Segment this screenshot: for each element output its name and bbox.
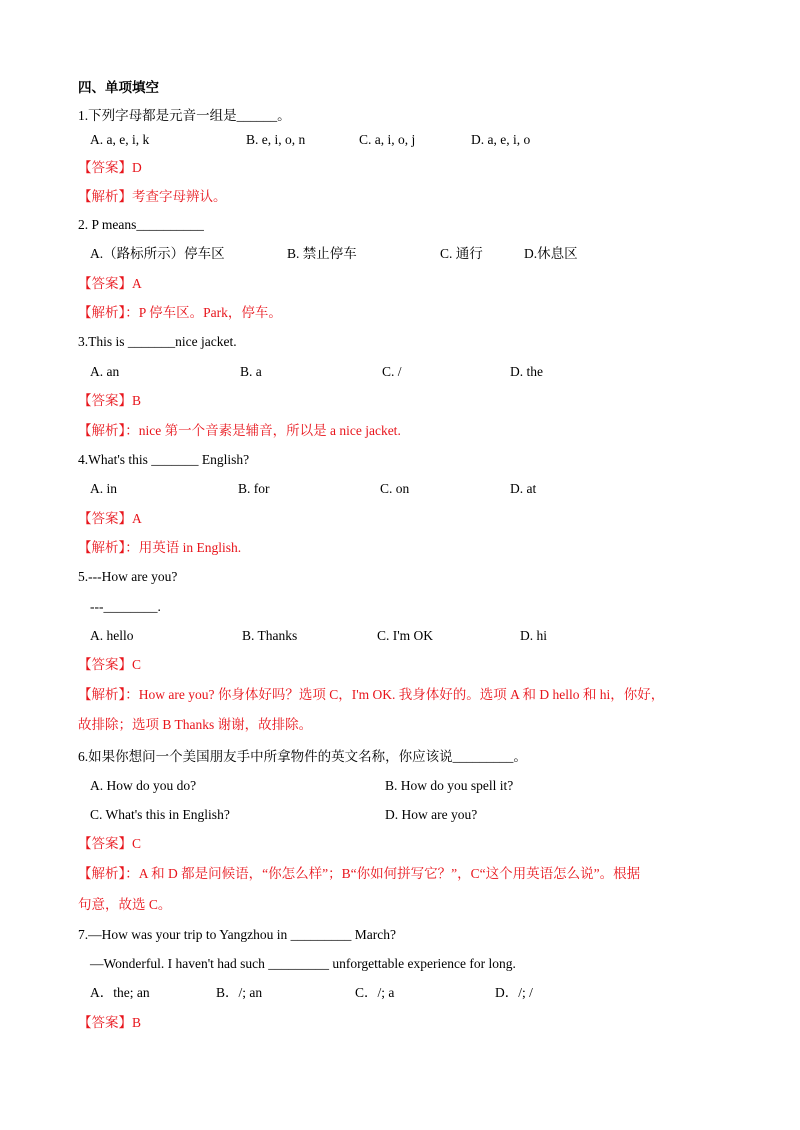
- option-a: A. a, e, i, k: [90, 132, 150, 147]
- option-d: D. a, e, i, o: [471, 132, 531, 147]
- analysis: 【解析】考查字母辨认。: [78, 189, 227, 204]
- option-a: A．the; an: [90, 985, 150, 1000]
- question-stem: 2. P means__________: [78, 217, 204, 232]
- option-c: C. 通行: [440, 246, 483, 261]
- option-c: C. I'm OK: [377, 628, 434, 643]
- option-b: B. How do you spell it?: [385, 778, 514, 793]
- analysis-line2: 故排除；选项 B Thanks 谢谢，故排除。: [78, 717, 313, 732]
- answer: 【答案】C: [78, 657, 142, 672]
- option-d: D．/; /: [495, 985, 533, 1000]
- option-c: C. What's this in English?: [90, 807, 230, 822]
- section-title: 四、单项填空: [78, 80, 159, 95]
- option-a: A.（路标所示）停车区: [90, 246, 225, 261]
- option-d: D. at: [510, 481, 537, 496]
- answer: 【答案】C: [78, 836, 142, 851]
- question-stem: 1.下列字母都是元音一组是______。: [78, 108, 291, 123]
- analysis: 【解析】：nice 第一个音素是辅音，所以是 a nice jacket.: [78, 423, 401, 438]
- analysis: 【解析】：How are you? 你身体好吗？选项 C，I'm OK. 我身体好的。选项 A 和 D hello 和 hi，你好，: [78, 687, 665, 702]
- option-b: B．/; an: [216, 985, 263, 1000]
- option-c: C. a, i, o, j: [359, 132, 416, 147]
- answer: 【答案】A: [78, 276, 142, 291]
- option-c: C. /: [382, 364, 402, 379]
- option-b: B. 禁止停车: [287, 246, 357, 261]
- option-b: B. Thanks: [242, 628, 298, 643]
- option-b: B. a: [240, 364, 262, 379]
- question-stem: 6.如果你想问一个美国朋友手中所拿物件的英文名称，你应该说_________。: [78, 749, 527, 764]
- option-b: B. e, i, o, n: [246, 132, 306, 147]
- analysis: 【解析】：A 和 D 都是问候语，“你怎么样”；B“你如何拼写它？”，C“这个用英语怎么说”。根据: [78, 866, 641, 881]
- option-a: A. in: [90, 481, 117, 496]
- option-d: D. How are you?: [385, 807, 478, 822]
- option-c: C. on: [380, 481, 410, 496]
- option-d: D. hi: [520, 628, 547, 643]
- option-a: A. hello: [90, 628, 134, 643]
- answer: 【答案】B: [78, 1015, 142, 1030]
- option-c: C．/; a: [355, 985, 395, 1000]
- option-d: D. the: [510, 364, 543, 379]
- question-stem: 3.This is _______nice jacket.: [78, 334, 237, 349]
- option-b: B. for: [238, 481, 270, 496]
- question-stem: 5.---How are you?: [78, 569, 178, 584]
- analysis: 【解析】：P 停车区。Park，停车。: [78, 305, 282, 320]
- analysis-line2: 句意，故选 C。: [78, 897, 172, 912]
- option-a: A. an: [90, 364, 120, 379]
- question-stem: 7.—How was your trip to Yangzhou in _________ March?: [78, 927, 396, 942]
- option-a: A. How do you do?: [90, 778, 197, 793]
- question-stem: 4.What's this _______ English?: [78, 452, 250, 467]
- option-d: D.休息区: [524, 246, 578, 261]
- answer: 【答案】B: [78, 393, 142, 408]
- analysis: 【解析】：用英语 in English.: [78, 540, 242, 555]
- answer: 【答案】D: [78, 160, 142, 175]
- answer: 【答案】A: [78, 511, 142, 526]
- question-stem-line2: ---________.: [90, 599, 161, 614]
- question-stem-line2: —Wonderful. I haven't had such _________ unforgettable experience for long.: [90, 956, 516, 971]
